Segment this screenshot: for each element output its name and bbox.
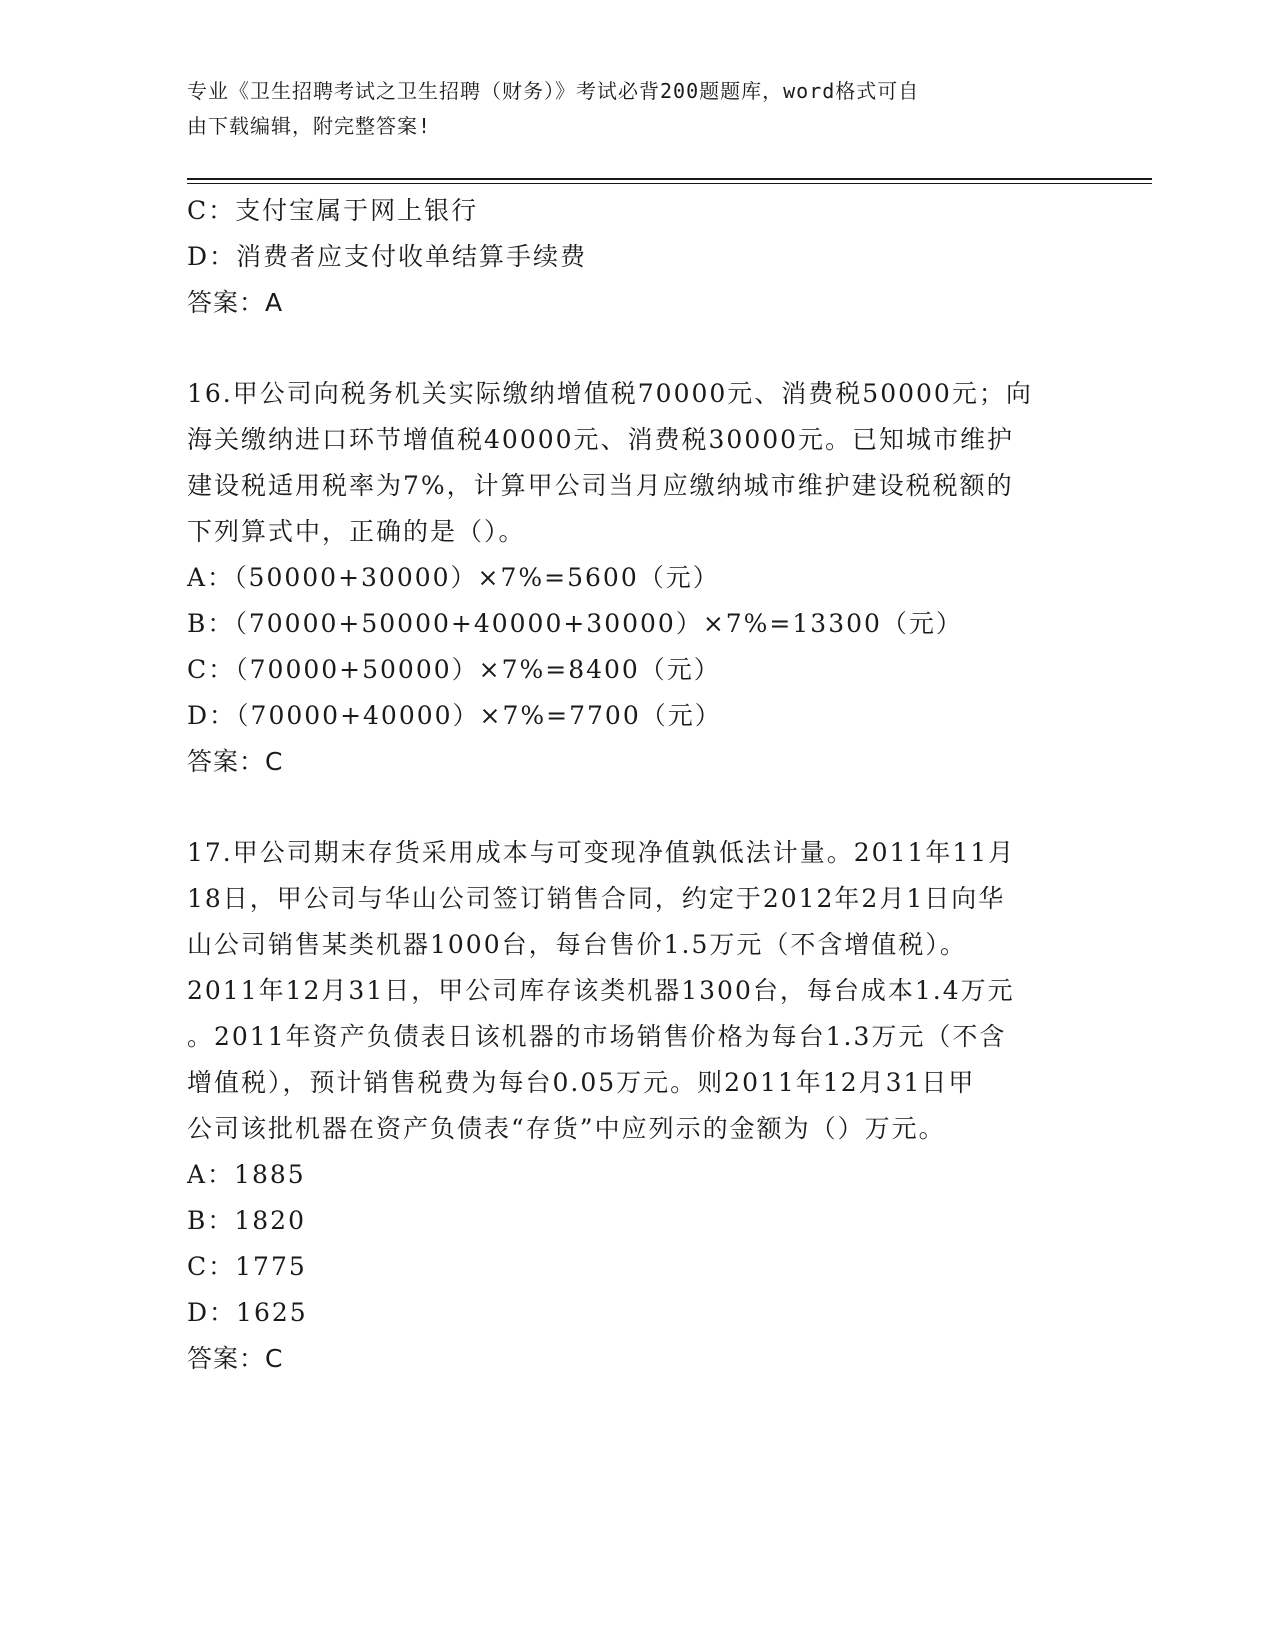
spacer: [187, 785, 1087, 830]
header-line: 由下载编辑，附完整答案!: [187, 114, 432, 138]
option-d: D：（70000+40000）×7%=7700（元）: [187, 701, 722, 730]
header-divider-thin: [187, 183, 1152, 184]
header-line: 专业《卫生招聘考试之卫生招聘（财务）》考试必背200题题库，word格式可自: [187, 79, 920, 103]
option-c: C：1775: [187, 1252, 307, 1281]
option-d: D：1625: [187, 1298, 308, 1327]
question-15-tail: [187, 188, 1087, 326]
option-b: B：（70000+50000+40000+30000）×7%=13300（元）: [187, 609, 963, 638]
option-c: C：支付宝属于网上银行: [187, 196, 479, 225]
question-stem-line: 16.甲公司向税务机关实际缴纳增值税70000元、消费税50000元；向: [187, 379, 1033, 408]
question-stem-line: 。2011年资产负债表日该机器的市场销售价格为每台1.3万元（不含: [187, 1022, 1007, 1051]
option-a: A：1885: [187, 1160, 306, 1189]
answer-line: 答案：C: [187, 747, 284, 776]
question-stem-line: 公司该批机器在资产负债表“存货”中应列示的金额为（）万元。: [187, 1114, 946, 1143]
question-stem-line: 18日，甲公司与华山公司签订销售合同，约定于2012年2月1日向华: [187, 884, 1006, 913]
question-stem-line: 海关缴纳进口环节增值税40000元、消费税30000元。已知城市维护: [187, 425, 1015, 454]
answer-line: 答案：C: [187, 1344, 284, 1373]
spacer: [187, 326, 1087, 371]
question-stem-line: 下列算式中，正确的是（）。: [187, 517, 526, 546]
option-b: B：1820: [187, 1206, 306, 1235]
answer-line: 答案：A: [187, 288, 284, 317]
document-header: [187, 74, 1067, 144]
question-stem-line: 山公司销售某类机器1000台，每台售价1.5万元（不含增值税）。: [187, 930, 967, 959]
question-stem-line: 2011年12月31日，甲公司库存该类机器1300台，每台成本1.4万元: [187, 976, 1015, 1005]
question-stem-line: 17.甲公司期末存货采用成本与可变现净值孰低法计量。2011年11月: [187, 838, 1016, 867]
page-content: [187, 188, 1087, 1382]
header-divider-thick: [187, 178, 1152, 180]
question-stem-line: 增值税），预计销售税费为每台0.05万元。则2011年12月31日甲: [187, 1068, 976, 1097]
option-a: A：（50000+30000）×7%=5600（元）: [187, 563, 720, 592]
option-d: D：消费者应支付收单结算手续费: [187, 242, 588, 271]
question-16: [187, 371, 1087, 785]
question-stem-line: 建设税适用税率为7%，计算甲公司当月应缴纳城市维护建设税税额的: [187, 471, 1014, 500]
question-17: [187, 830, 1087, 1382]
option-c: C：（70000+50000）×7%=8400（元）: [187, 655, 721, 684]
